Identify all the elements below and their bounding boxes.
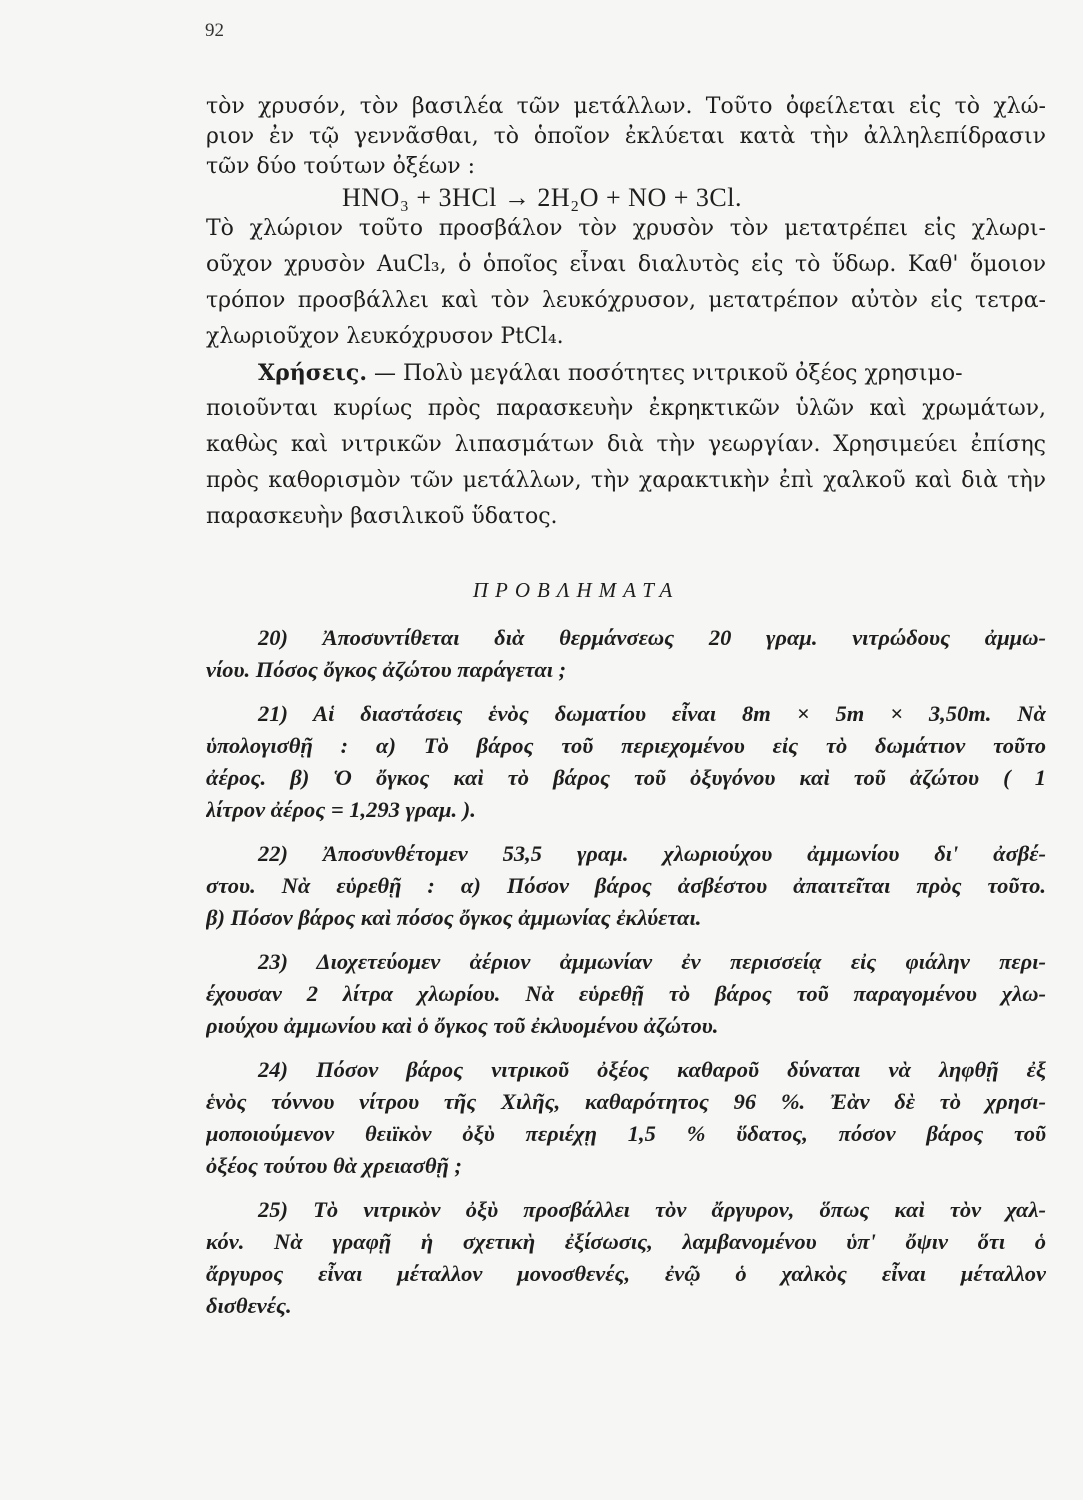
paragraph-aqua-regia: [206, 92, 1046, 182]
paragraph-chlorination: [206, 214, 1046, 352]
page-number: 92: [205, 20, 224, 41]
problem-22: [206, 838, 1046, 934]
text-line: β) Πόσον βάρος καὶ πόσος ὄγκος ἀμμωνίας ἐκλύεται.: [206, 905, 702, 930]
text-line: 24) Πόσον βάρος νιτρικοῦ ὀξέος καθαροῦ δύναται νὰ ληφθῇ ἐξ: [258, 1057, 1046, 1082]
text-line: ἑνὸς τόννου νίτρου τῆς Χιλῆς, καθαρότητος 96 %. Ἐὰν δὲ τὸ χρησι-: [206, 1089, 1046, 1114]
uses-label: Χρήσεις.: [258, 360, 367, 386]
text-line: τὸν χρυσόν, τὸν βασιλέα τῶν μετάλλων. Τοῦτο ὀφείλεται εἰς τὸ χλώ-: [206, 94, 1046, 119]
text-line: κόν. Νὰ γραφῇ ἡ σχετικὴ ἐξίσωσις, λαμβανομένου ὑπ' ὄψιν ὅτι ὁ: [206, 1229, 1046, 1254]
text-line: καθὼς καὶ νιτρικῶν λιπασμάτων διὰ τὴν γεωργίαν. Χρησιμεύει ἐπίσης: [206, 432, 1046, 457]
text-line: Τὸ χλώριον τοῦτο προσβάλον τὸν χρυσὸν τὸν μετατρέπει εἰς χλωρι-: [206, 216, 1046, 241]
text-line: ριον ἐν τῷ γεννᾶσθαι, τὸ ὁποῖον ἐκλύεται κατὰ τὴν ἀλληλεπίδρασιν: [206, 124, 1046, 149]
text-line: νίου. Πόσος ὄγκος ἀζώτου παράγεται ;: [206, 657, 567, 682]
problem-25: [206, 1194, 1046, 1322]
uses-first-line: — Πολὺ μεγάλαι ποσότητες νιτρικοῦ ὀξέος χρησιμο-: [367, 361, 963, 386]
text-line: 20) Ἀποσυντίθεται διὰ θερμάνσεως 20 γραμ. νιτρώδους ἀμμω-: [258, 625, 1046, 650]
problem-21: [206, 698, 1046, 826]
text-line: στου. Νὰ εὑρεθῇ : α) Πόσον βάρος ἀσβέστου ἀπαιτεῖται πρὸς τοῦτο.: [206, 873, 1046, 898]
paragraph-uses: [206, 358, 1046, 532]
text-line: ἀέρος. β) Ὁ ὄγκος καὶ τὸ βάρος τοῦ ὀξυγόνου καὶ τοῦ ἀζώτου ( 1: [206, 765, 1046, 790]
text-line: 23) Διοχετεύομεν ἀέριον ἀμμωνίαν ἐν περισσείᾳ εἰς φιάλην περι-: [258, 949, 1046, 974]
text-line: 21) Αἱ διαστάσεις ἑνὸς δωματίου εἶναι 8m × 5m × 3,50m. Νὰ: [258, 701, 1046, 726]
problem-24: [206, 1054, 1046, 1182]
text-line: έχουσαν 2 λίτρα χλωρίου. Νὰ εὑρεθῇ τὸ βάρος τοῦ παραγομένου χλω-: [206, 981, 1046, 1006]
text-line: ἄργυρος εἶναι μέταλλον μονοσθενές, ἐνῷ ὁ χαλκὸς εἶναι μέταλλον: [206, 1261, 1046, 1286]
text-line: [206, 358, 1046, 388]
problems-heading: ΠΡΟΒΛΗΜΑΤΑ: [472, 578, 680, 602]
text-line: 25) Τὸ νιτρικὸν ὀξὺ προσβάλλει τὸν ἄργυρον, ὅπως καὶ τὸν χαλ-: [258, 1197, 1046, 1222]
chemical-equation: HNO₃ + 3HCl → 2H₂O + NO + 3Cl.: [342, 183, 742, 212]
text-line: μοποιούμενον θειϊκὸν ὀξὺ περιέχῃ 1,5 % ὕδατος, πόσον βάρος τοῦ: [206, 1121, 1046, 1146]
text-line: τρόπον προσβάλλει καὶ τὸν λευκόχρυσον, μετατρέπον αὐτὸν εἰς τετρα-: [206, 288, 1046, 313]
text-line: 22) Ἀποσυνθέτομεν 53,5 γραμ. χλωριούχου ἀμμωνίου δι' ἀσβέ-: [258, 841, 1046, 866]
problem-23: [206, 946, 1046, 1042]
text-line: ποιοῦνται κυρίως πρὸς παρασκευὴν ἐκρηκτικῶν ὑλῶν καὶ χρωμάτων,: [206, 396, 1046, 421]
text-line: ριούχου ἀμμωνίου καὶ ὁ ὄγκος τοῦ ἐκλυομένου ἀζώτου.: [206, 1013, 719, 1038]
page-body: [206, 92, 1046, 1322]
text-line: παρασκευὴν βασιλικοῦ ὕδατος.: [206, 504, 558, 529]
text-line: ὑπολογισθῇ : α) Τὸ βάρος τοῦ περιεχομένου εἰς τὸ δωμάτιον τοῦτο: [206, 733, 1046, 758]
text-line: δισθενές.: [206, 1293, 292, 1318]
text-line: τῶν δύο τούτων ὀξέων :: [206, 154, 476, 179]
text-line: λίτρον ἀέρος = 1,293 γραμ. ).: [206, 797, 476, 822]
text-line: οῦχον χρυσὸν AuCl₃, ὁ ὁποῖος εἶναι διαλυτὸς εἰς τὸ ὕδωρ. Καθ' ὅμοιον: [206, 252, 1046, 277]
text-line: ὀξέος τούτου θὰ χρειασθῇ ;: [206, 1153, 462, 1178]
problem-20: [206, 622, 1046, 686]
text-line: πρὸς καθορισμὸν τῶν μετάλλων, τὴν χαρακτικὴν ἐπὶ χαλκοῦ καὶ διὰ τὴν: [206, 468, 1046, 493]
text-line: χλωριοῦχον λευκόχρυσον PtCl₄.: [206, 324, 564, 349]
